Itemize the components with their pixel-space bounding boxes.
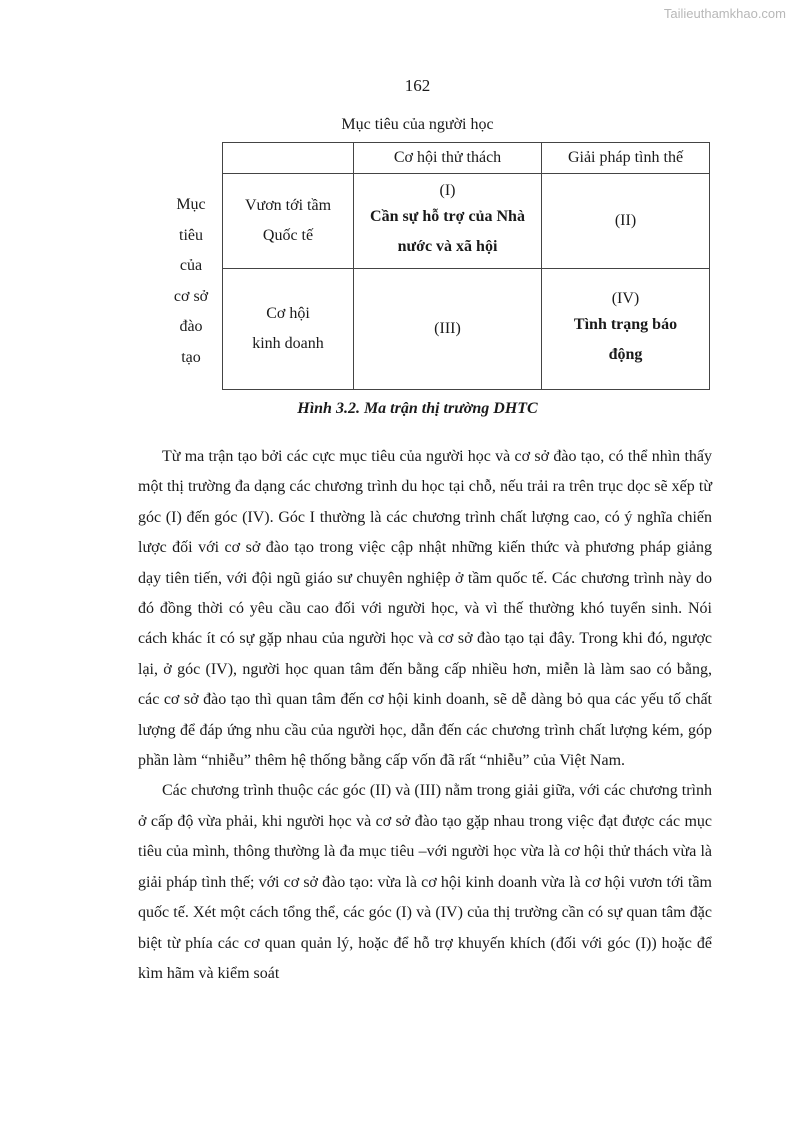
quadrant-iv-text: động bbox=[608, 346, 643, 363]
col-header-solution: Giải pháp tình thế bbox=[542, 143, 710, 174]
side-label-line: Mục bbox=[176, 196, 206, 213]
quadrant-iv-text: Tình trạng báo bbox=[573, 316, 678, 333]
row-label-line: Vươn tới tầm bbox=[244, 197, 332, 214]
col-header-challenge: Cơ hội thử thách bbox=[354, 143, 542, 174]
quadrant-ii-cell: (II) bbox=[542, 174, 710, 269]
page-number: 162 bbox=[404, 76, 431, 95]
matrix-header-row bbox=[223, 143, 710, 174]
paragraph: Từ ma trận tạo bởi các cực mục tiêu của người học và cơ sở đào tạo, có thể nhìn thấy một thị trường đa dạng các chương trình du học tại chỗ, nếu trải ra trên trục dọc sẽ xếp từ góc (I) đến góc (IV). Góc I thường là các chương trình chất lượng cao, có ý nghĩa chiến lược đối với cơ sở đào tạo trong việc cập nhật những kiến thức và phương pháp giảng dạy tiên tiến, với đội ngũ giáo sư chuyên nghiệp ở tầm quốc tế. Các chương trình này do đó đồng thời có yêu cầu cao đối với người học, và vì thế thường khó tuyển sinh. Nói cách khác ít có sự gặp nhau của người học và cơ sở đào tạo tại đây. Trong khi đó, ngược lại, ở góc (IV), người học quan tâm đến bằng cấp nhiều hơn, miễn là làm sao có bằng, các cơ sở đào tạo thì quan tâm đến cơ hội kinh doanh, sẽ dễ dàng bỏ qua các yếu tố chất lượng để đáp ứng nhu cầu của người học, dẫn đến các chương trình chất lượng kém, góp phần làm “nhiễu” thêm hệ thống bằng cấp vốn đã rất “nhiễu” của Việt Nam. bbox=[138, 448, 712, 770]
body-text bbox=[138, 442, 712, 989]
quadrant-iv-roman: (IV) bbox=[611, 290, 640, 307]
row-label-line: kinh doanh bbox=[252, 335, 324, 352]
matrix-corner-cell bbox=[223, 143, 354, 174]
side-label-line: tạo bbox=[181, 348, 201, 366]
matrix-row-international bbox=[223, 174, 710, 269]
market-matrix-table bbox=[222, 142, 710, 390]
row-label-line: Quốc tế bbox=[262, 227, 314, 244]
paragraph: Các chương trình thuộc các góc (II) và (III) nằm trong giải giữa, với các chương trình ở cấp độ vừa phải, khi người học và cơ sở đào tạo gặp nhau trong việc đạt được các mục tiêu của mình, thông thường là đa mục tiêu –với người học vừa là cơ hội thử thách vừa là giải pháp tình thế; với cơ sở đào tạo: vừa là cơ hội kinh doanh vừa là cơ hội vươn tới tầm quốc tế. Xét một cách tổng thể, các góc (I) và (IV) của thị trường cần có sự quan tâm đặc biệt từ phía các cơ quan quản lý, hoặc để hỗ trợ khuyến khích (đối với góc (I)) hoặc để kìm hãm và kiểm soát bbox=[138, 782, 712, 982]
matrix-top-label: Mục tiêu của người học bbox=[341, 116, 494, 133]
row-label-business bbox=[223, 269, 354, 390]
quadrant-i-text: Cần sự hỗ trợ của Nhà bbox=[370, 208, 525, 225]
side-label-line: tiêu bbox=[179, 226, 203, 244]
figure-caption: Hình 3.2. Ma trận thị trường DHTC bbox=[297, 400, 538, 417]
matrix-row-business bbox=[223, 269, 710, 390]
row-label-line: Cơ hội bbox=[266, 305, 310, 322]
row-label-international bbox=[223, 174, 354, 269]
quadrant-iv-cell bbox=[542, 269, 710, 390]
side-label-line: của bbox=[179, 257, 203, 274]
side-label-line: cơ sở bbox=[173, 287, 209, 305]
quadrant-iii-cell: (III) bbox=[354, 269, 542, 390]
quadrant-i-cell bbox=[354, 174, 542, 269]
quadrant-i-roman: (I) bbox=[439, 182, 456, 199]
quadrant-i-text: nước và xã hội bbox=[397, 238, 498, 255]
watermark: Tailieuthamkhao.com bbox=[663, 6, 786, 21]
side-label-line: đào bbox=[179, 318, 203, 335]
matrix-side-label bbox=[160, 190, 222, 373]
